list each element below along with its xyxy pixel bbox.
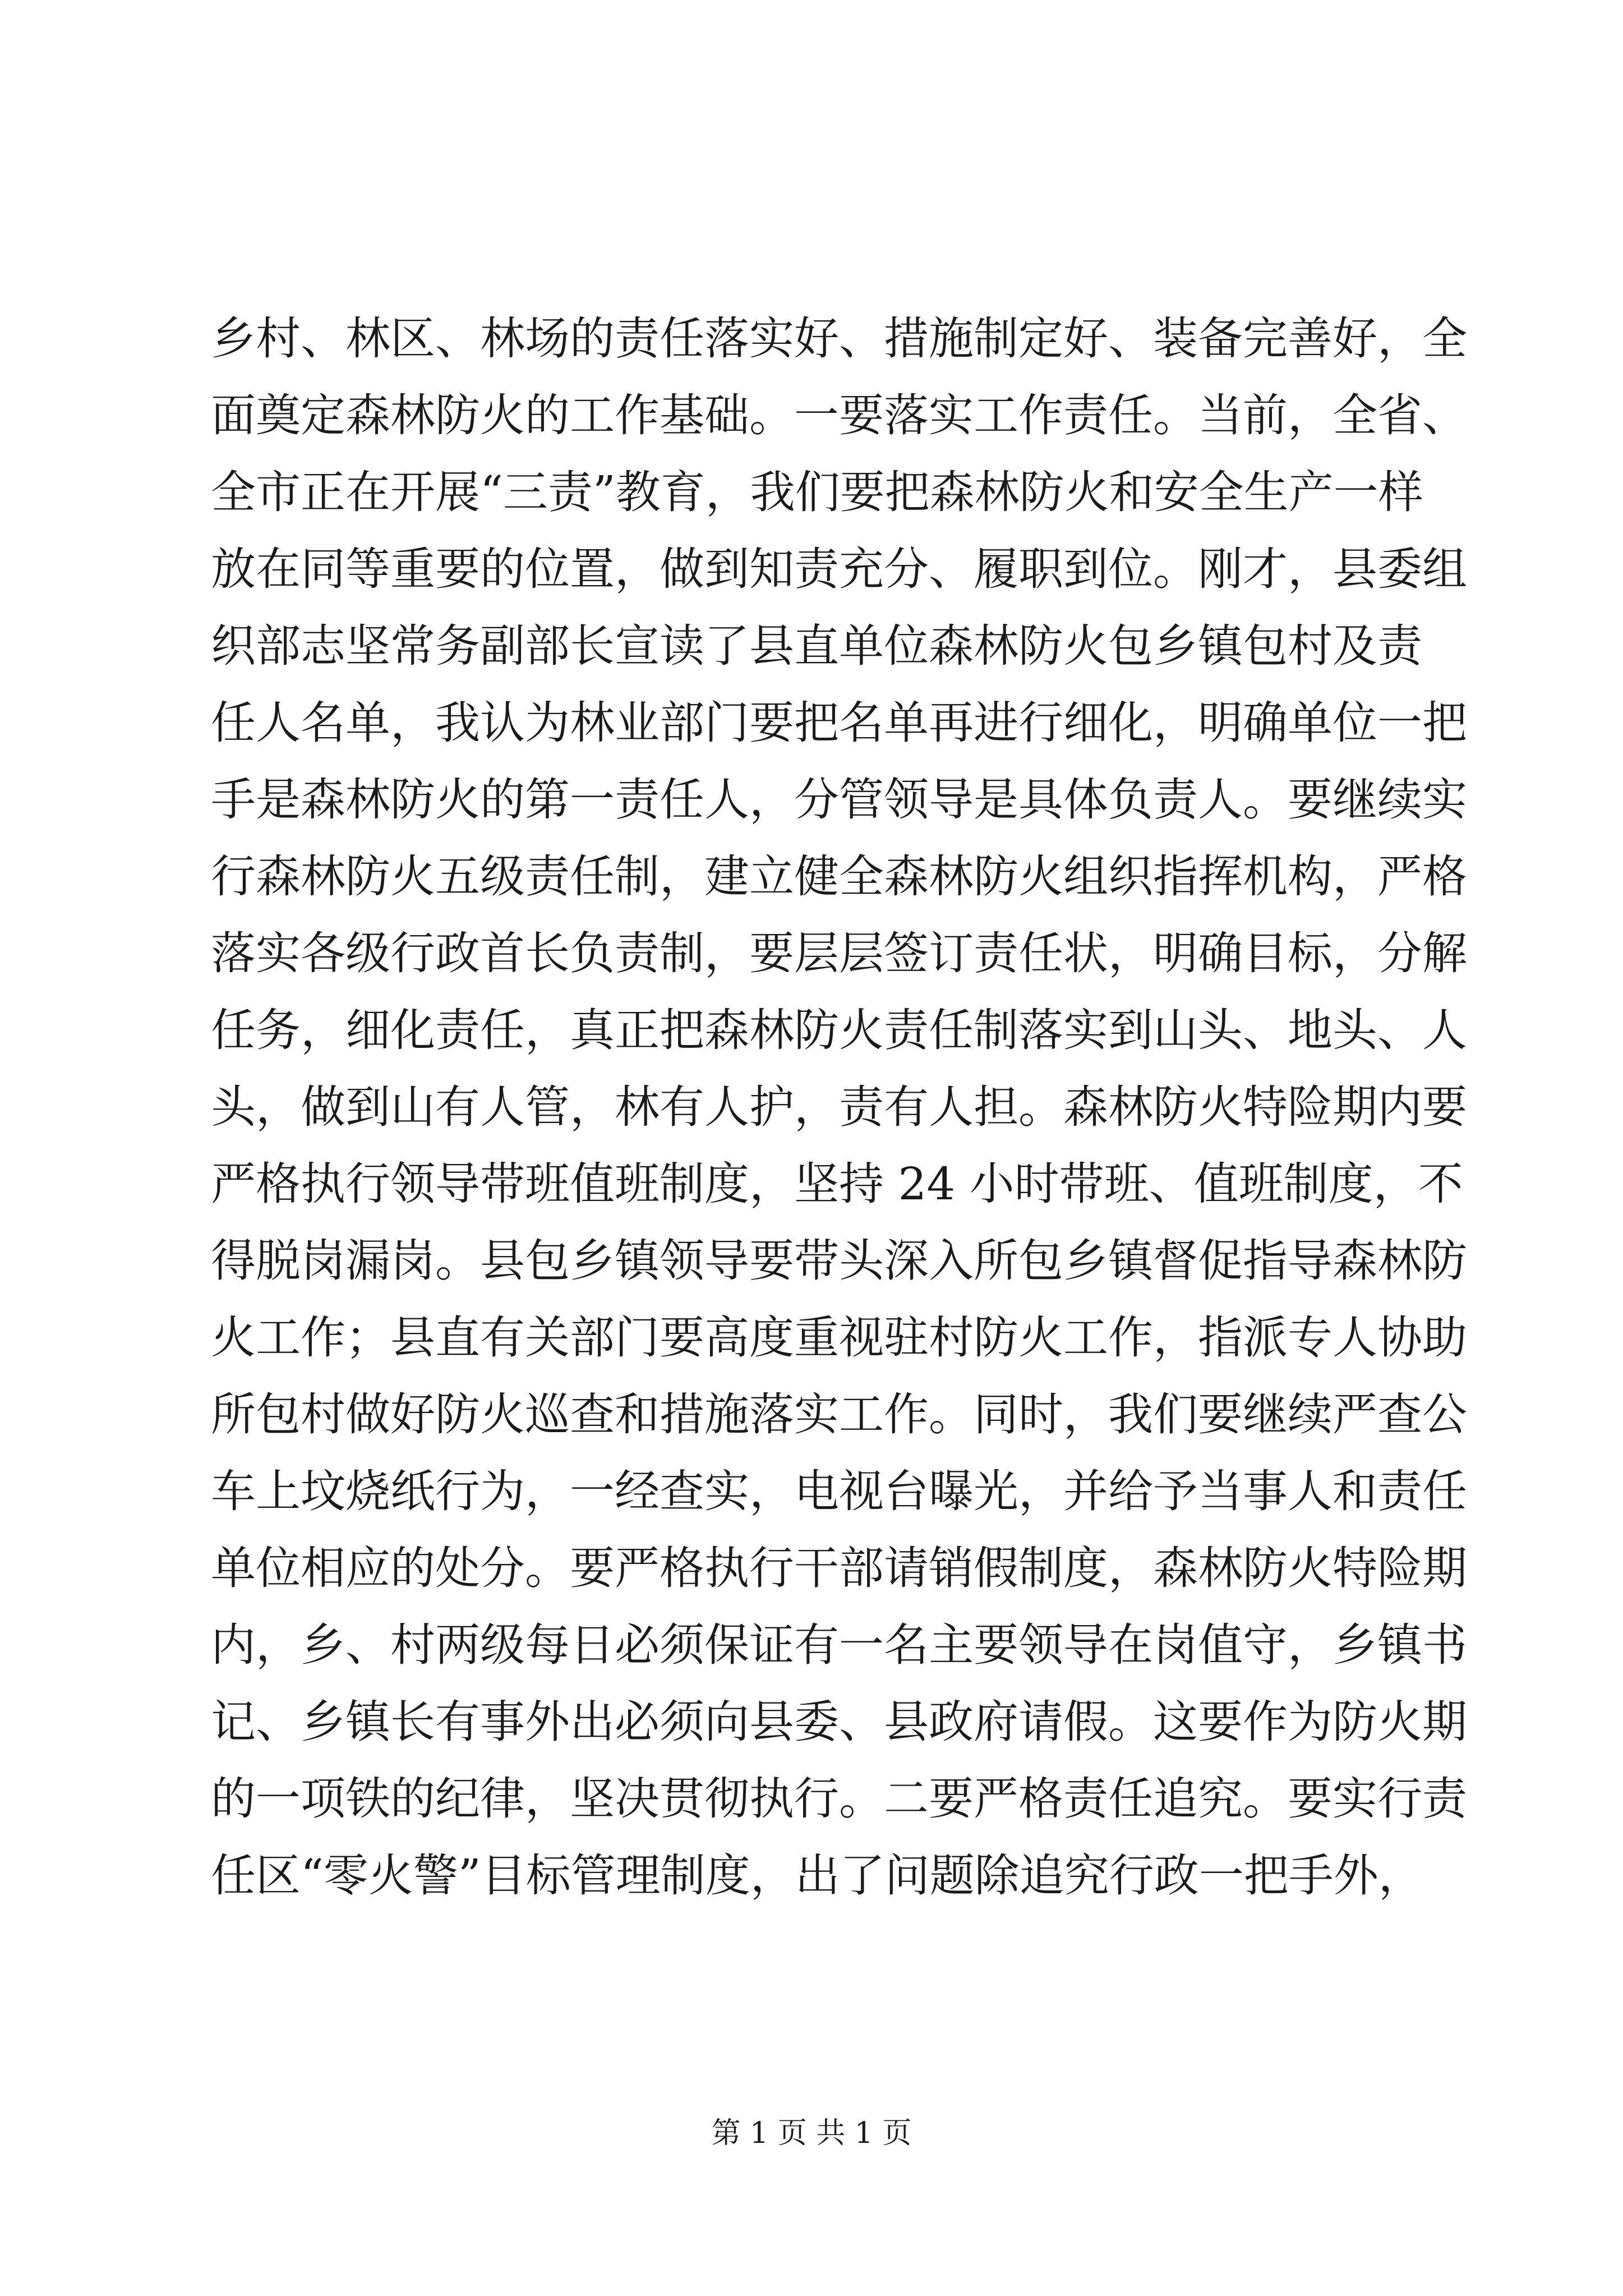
page-number-label: 第 1 页 共 1 页 — [711, 2116, 912, 2150]
text-line: 的一项铁的纪律，坚决贯彻执行。二要严格责任追究。要实行责 — [211, 1773, 1467, 1825]
text-line: 织部志坚常务副部长宣读了县直单位森林防火包乡镇包村及责 — [211, 620, 1422, 672]
text-line: 行森林防火五级责任制，建立健全森林防火组织指挥机构，严格 — [211, 850, 1467, 903]
text-line: 所包村做好防火巡查和措施落实工作。同时，我们要继续严查公 — [211, 1388, 1467, 1441]
text-line: 全市正在开展“三责”教育，我们要把森林防火和安全生产一样 — [211, 466, 1423, 518]
text-line: 任区“零火警”目标管理制度，出了问题除追究行政一把手外， — [211, 1849, 1423, 1902]
text-line: 严格执行领导带班值班制度，坚持 24 小时带班、值班制度，不 — [211, 1158, 1463, 1210]
text-line: 任务，细化责任，真正把森林防火责任制落实到山头、地头、人 — [211, 1004, 1467, 1056]
text-line: 火工作；县直有关部门要高度重视驻村防火工作，指派专人协助 — [211, 1312, 1467, 1364]
text-line: 得脱岗漏岗。县包乡镇领导要带头深入所包乡镇督促指导森林防 — [211, 1235, 1467, 1287]
text-line: 面奠定森林防火的工作基础。一要落实工作责任。当前，全省、 — [211, 389, 1467, 441]
text-line: 任人名单，我认为林业部门要把名单再进行细化，明确单位一把 — [211, 697, 1467, 749]
body-text — [211, 300, 1467, 1914]
page-footer — [0, 2114, 1623, 2153]
text-line: 放在同等重要的位置，做到知责充分、履职到位。刚才，县委组 — [211, 543, 1467, 595]
text-line: 车上坟烧纸行为，一经查实，电视台曝光，并给予当事人和责任 — [211, 1465, 1467, 1517]
text-line: 记、乡镇长有事外出必须向县委、县政府请假。这要作为防火期 — [211, 1696, 1467, 1748]
text-line: 手是森林防火的第一责任人，分管领导是具体负责人。要继续实 — [211, 774, 1467, 826]
text-line: 单位相应的处分。要严格执行干部请销假制度，森林防火特险期 — [211, 1542, 1467, 1594]
text-line: 头，做到山有人管，林有人护，责有人担。森林防火特险期内要 — [211, 1081, 1467, 1133]
text-line: 落实各级行政首长负责制，要层层签订责任状，明确目标，分解 — [211, 927, 1467, 979]
text-line: 乡村、林区、林场的责任落实好、措施制定好、装备完善好，全 — [211, 312, 1467, 365]
text-line: 内，乡、村两级每日必须保证有一名主要领导在岗值守，乡镇书 — [211, 1619, 1467, 1671]
